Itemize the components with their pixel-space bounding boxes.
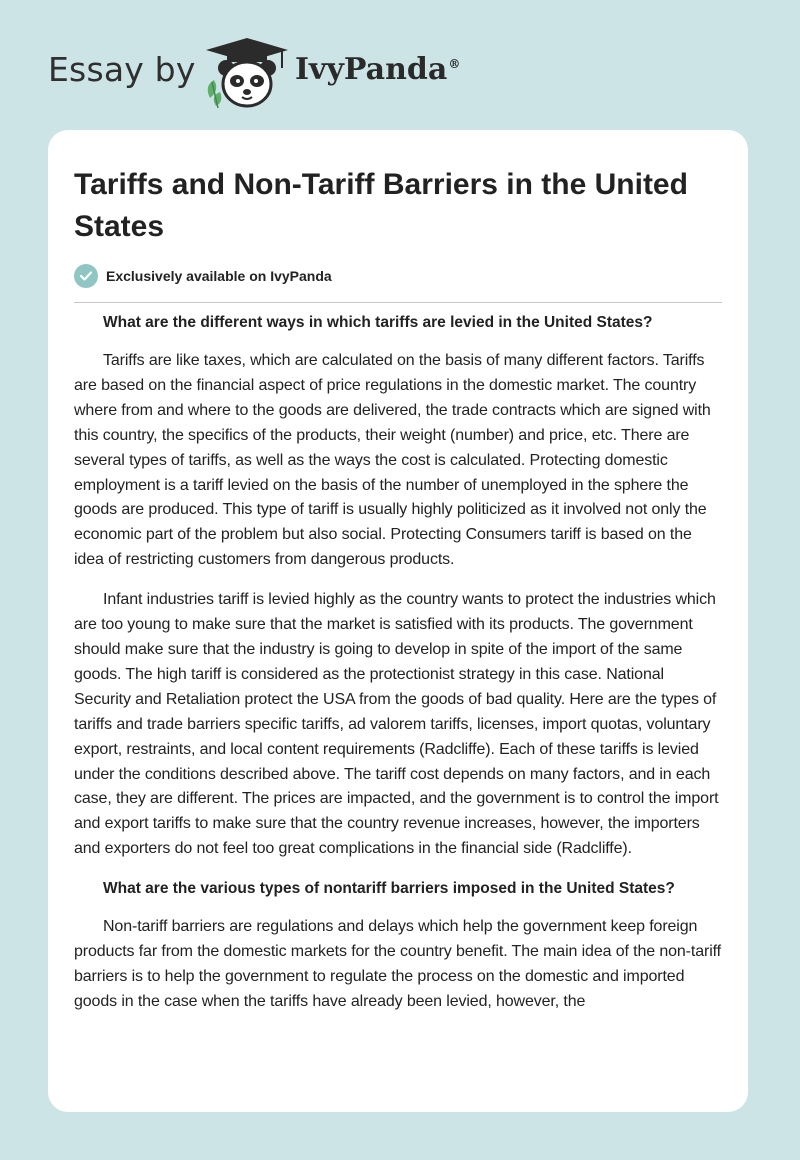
exclusive-badge [74,264,332,288]
paragraph: Tariffs are like taxes, which are calculated on the basis of many different factors. Tariffs are based on the financial aspect of price regulations in the domestic market. The country where from and where to the goods are delivered, the trade contracts which are signed with this country, the specifics of the products, their weight (number) and price, etc. There are several types of tariffs, as well as the ways the cost is calculated. Protecting domestic employment is a tariff levied on the basis of the number of unemployed in the sphere the goods are produced. This type of tariff is usually highly politicized as it involved not only the economic part of the problem but also social. Protecting Consumers tariff is based on the idea of restricting customers from dangerous products. [74,352,711,569]
paragraph: Infant industries tariff is levied highly as the country wants to protect the industries which are too young to make sure that the market is satisfied with its products. The government should make sure that the industry is going to develop in spite of the import of the same goods. The high tariff is considered as the protectionist strategy in this case. National Security and Retaliation protect the USA from the goods of bad quality. Here are the types of tariffs and trade barriers specific tariffs, ad valorem tariffs, licenses, import quotas, voluntary export, restraints, and local content requirements (Radcliffe). Each of these tariffs is levied under the conditions described above. The tariff cost depends on many factors, and in each case, they are different. The prices are impacted, and the government is to control the import and export tariffs to make sure that the country revenue increases, however, the importers and exporters do not feel too great complications in the financial side (Radcliffe). [74,591,719,858]
divider [74,302,722,303]
panda-graduate-icon [202,36,292,110]
section-heading: What are the various types of nontariff barriers imposed in the United States? [103,880,675,898]
check-circle-icon [74,264,98,288]
badge-label: Exclusively available on IvyPanda [106,268,332,284]
brand-name: IvyPanda® [295,52,461,87]
section-heading: What are the different ways in which tariffs are levied in the United States? [103,314,653,331]
site-header [0,0,800,128]
essay-title: Tariffs and Non-Tariff Barriers in the United States [74,168,688,243]
essay-body [74,311,722,1030]
paragraph: Non-tariff barriers are regulations and delays which help the government keep foreign products far from the domestic markets for the country benefit. The main idea of the non-tariff barriers is to help the government to regulate the process on the domestic and imported goods in the case when the tariffs have already been levied, however, the [74,918,721,1010]
essay-by-label: Essay by [48,50,196,89]
essay-card [48,130,748,1112]
